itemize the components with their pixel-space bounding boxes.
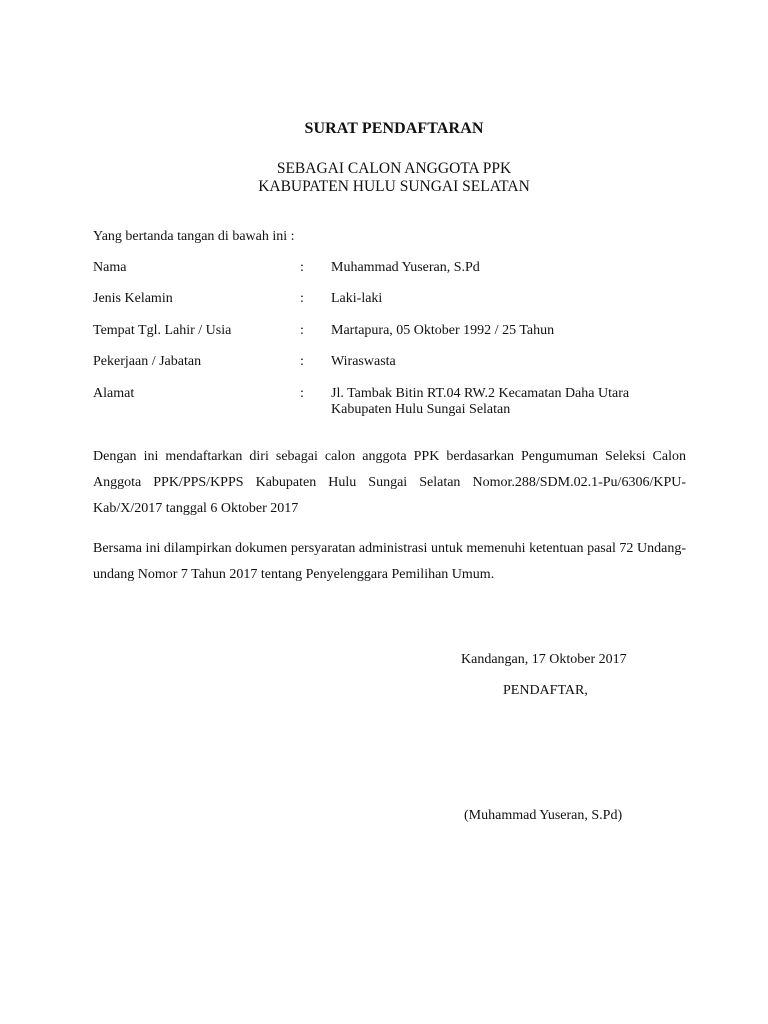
field-colon: : [300, 323, 304, 338]
field-label: Alamat [93, 386, 135, 401]
document-subtitle-line2: KABUPATEN HULU SUNGAI SELATAN [258, 178, 530, 195]
field-colon: : [300, 260, 304, 275]
field-label: Pekerjaan / Jabatan [93, 354, 202, 369]
field-row-nama [93, 260, 693, 280]
field-row-alamat [93, 386, 693, 417]
field-row-jenis-kelamin [93, 291, 693, 311]
field-value: Martapura, 05 Oktober 1992 / 25 Tahun [331, 323, 555, 338]
field-value: Wiraswasta [331, 354, 396, 369]
field-label: Jenis Kelamin [93, 291, 173, 306]
document-subtitle-line1: SEBAGAI CALON ANGGOTA PPK [276, 160, 512, 177]
signer-role: PENDAFTAR, [503, 683, 588, 698]
body-paragraph-1: Dengan ini mendaftarkan diri sebagai calon anggota PPK berdasarkan Pengumuman Seleksi Calon Anggota PPK/PPS/KPPS Kabupaten Hulu Sungai Selatan Nomor.288/SDM.02.1-Pu/6306/KPU-Kab/X/2017 tanggal 6 Oktober 2017 [93, 449, 686, 516]
address-line2: Kabupaten Hulu Sungai Selatan [331, 402, 511, 417]
field-label: Tempat Tgl. Lahir / Usia [93, 323, 232, 338]
document-title: SURAT PENDAFTARAN [304, 120, 484, 137]
field-label: Nama [93, 260, 127, 275]
field-row-tempat-tgl-lahir [93, 323, 693, 343]
field-value-address [331, 386, 691, 418]
field-colon: : [300, 386, 304, 401]
address-line1: Jl. Tambak Bitin RT.04 RW.2 Kecamatan Daha Utara [331, 386, 630, 401]
field-value: Muhammad Yuseran, S.Pd [331, 260, 480, 275]
field-colon: : [300, 291, 304, 306]
body-paragraph-2: Bersama ini dilampirkan dokumen persyaratan administrasi untuk memenuhi ketentuan pasal 72 Undang-undang Nomor 7 Tahun 2017 tentang Penyelenggara Pemilihan Umum. [93, 541, 686, 582]
intro-text: Yang bertanda tangan di bawah ini : [93, 229, 295, 244]
field-colon: : [300, 354, 304, 369]
signer-name: (Muhammad Yuseran, S.Pd) [464, 808, 623, 823]
field-value: Laki-laki [331, 291, 383, 306]
place-date: Kandangan, 17 Oktober 2017 [461, 652, 627, 667]
field-row-pekerjaan [93, 354, 693, 374]
